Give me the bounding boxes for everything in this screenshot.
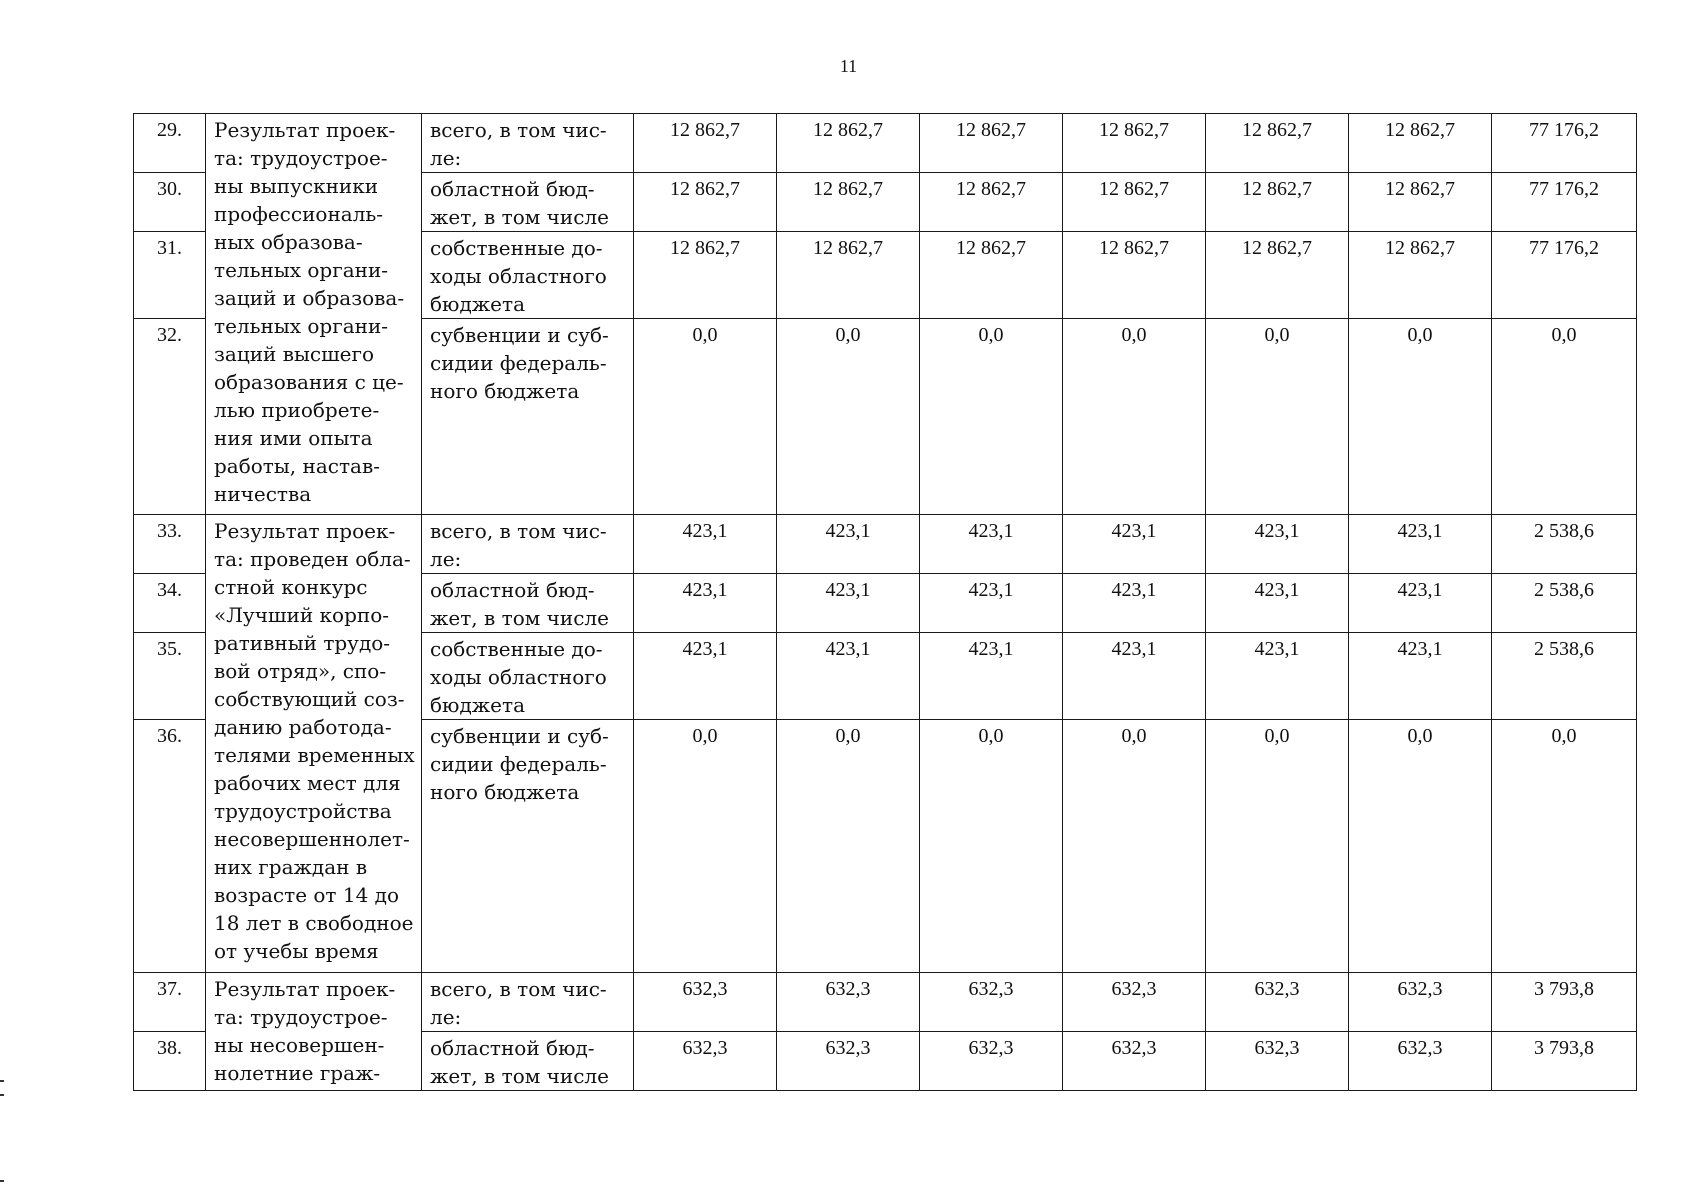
year-value: 632,3 bbox=[1063, 1032, 1206, 1091]
row-number: 29. bbox=[134, 114, 206, 173]
funding-source bbox=[422, 1032, 634, 1091]
funding-source-line: субвенции и суб- bbox=[430, 323, 609, 347]
total-value: 77 176,2 bbox=[1492, 173, 1637, 232]
year-value: 632,3 bbox=[777, 1032, 920, 1091]
funding-source bbox=[422, 232, 634, 319]
year-value: 12 862,7 bbox=[920, 114, 1063, 173]
total-value: 3 793,8 bbox=[1492, 1032, 1637, 1091]
funding-source-line: жет, в том числе bbox=[430, 606, 609, 630]
result-description bbox=[206, 515, 422, 973]
table-row bbox=[134, 114, 1637, 173]
year-value: 0,0 bbox=[920, 319, 1063, 515]
page-number: 11 bbox=[839, 56, 858, 76]
row-number: 37. bbox=[134, 973, 206, 1032]
year-value: 632,3 bbox=[920, 973, 1063, 1032]
funding-source bbox=[422, 720, 634, 973]
description-line: рабочих мест для bbox=[214, 771, 401, 795]
funding-source-line: ходы областного bbox=[430, 264, 607, 288]
year-value: 0,0 bbox=[634, 720, 777, 973]
margin-mark bbox=[0, 1080, 4, 1082]
funding-source-line: бюджета bbox=[430, 693, 525, 717]
year-value: 423,1 bbox=[1063, 633, 1206, 720]
year-value: 12 862,7 bbox=[1206, 114, 1349, 173]
total-value: 3 793,8 bbox=[1492, 973, 1637, 1032]
year-value: 632,3 bbox=[1206, 1032, 1349, 1091]
year-value: 423,1 bbox=[1349, 633, 1492, 720]
description-line: нолетние граж- bbox=[214, 1061, 381, 1085]
year-value: 0,0 bbox=[1063, 720, 1206, 973]
description-line: Результат проек- bbox=[214, 977, 396, 1001]
funding-source-line: всего, в том чис- bbox=[430, 977, 607, 1001]
year-value: 632,3 bbox=[1063, 973, 1206, 1032]
year-value: 423,1 bbox=[1206, 574, 1349, 633]
total-value: 2 538,6 bbox=[1492, 515, 1637, 574]
total-value: 77 176,2 bbox=[1492, 114, 1637, 173]
row-number: 38. bbox=[134, 1032, 206, 1091]
year-value: 0,0 bbox=[920, 720, 1063, 973]
year-value: 423,1 bbox=[777, 633, 920, 720]
year-value: 12 862,7 bbox=[1206, 232, 1349, 319]
year-value: 0,0 bbox=[1206, 720, 1349, 973]
year-value: 423,1 bbox=[634, 515, 777, 574]
table-row bbox=[134, 515, 1637, 574]
funding-source-line: бюджета bbox=[430, 292, 525, 316]
year-value: 423,1 bbox=[777, 515, 920, 574]
description-line: телями временных bbox=[214, 743, 415, 767]
description-line: ны несовершен- bbox=[214, 1033, 385, 1057]
year-value: 12 862,7 bbox=[1206, 173, 1349, 232]
description-line: профессиональ- bbox=[214, 202, 384, 226]
funding-source-line: жет, в том числе bbox=[430, 1064, 609, 1088]
year-value: 12 862,7 bbox=[920, 232, 1063, 319]
funding-source-line: ле: bbox=[430, 146, 462, 170]
funding-source bbox=[422, 973, 634, 1032]
row-number: 33. bbox=[134, 515, 206, 574]
description-line: ны выпускники bbox=[214, 174, 379, 198]
funding-source-line: ходы областного bbox=[430, 665, 607, 689]
description-line: Результат проек- bbox=[214, 118, 396, 142]
year-value: 12 862,7 bbox=[777, 173, 920, 232]
funding-source-line: собственные до- bbox=[430, 637, 603, 661]
year-value: 0,0 bbox=[1349, 319, 1492, 515]
description-line: заций высшего bbox=[214, 342, 375, 366]
funding-source-line: жет, в том числе bbox=[430, 205, 609, 229]
funding-source-line: ного бюджета bbox=[430, 379, 580, 403]
description-line: собствующий соз- bbox=[214, 687, 405, 711]
year-value: 0,0 bbox=[1063, 319, 1206, 515]
year-value: 12 862,7 bbox=[1349, 173, 1492, 232]
year-value: 423,1 bbox=[1349, 574, 1492, 633]
funding-source-line: всего, в том чис- bbox=[430, 118, 607, 142]
description-line: ративный трудо- bbox=[214, 631, 391, 655]
description-line: возрасте от 14 до bbox=[214, 883, 400, 907]
year-value: 12 862,7 bbox=[634, 173, 777, 232]
funding-source-line: ного бюджета bbox=[430, 780, 580, 804]
year-value: 0,0 bbox=[777, 720, 920, 973]
description-line: тельных органи- bbox=[214, 258, 389, 282]
year-value: 423,1 bbox=[1063, 574, 1206, 633]
description-line: от учебы время bbox=[214, 939, 379, 963]
funding-source bbox=[422, 173, 634, 232]
year-value: 12 862,7 bbox=[777, 232, 920, 319]
funding-source bbox=[422, 515, 634, 574]
description-line: стной конкурс bbox=[214, 575, 368, 599]
year-value: 423,1 bbox=[1206, 515, 1349, 574]
year-value: 423,1 bbox=[920, 515, 1063, 574]
description-line: «Лучший корпо- bbox=[214, 603, 389, 627]
description-line: тельных органи- bbox=[214, 314, 389, 338]
year-value: 12 862,7 bbox=[920, 173, 1063, 232]
year-value: 632,3 bbox=[777, 973, 920, 1032]
description-line: лью приобрете- bbox=[214, 398, 380, 422]
year-value: 12 862,7 bbox=[1063, 232, 1206, 319]
funding-source-line: областной бюд- bbox=[430, 578, 595, 602]
year-value: 12 862,7 bbox=[634, 232, 777, 319]
funding-source-line: ле: bbox=[430, 1005, 462, 1029]
row-number: 30. bbox=[134, 173, 206, 232]
year-value: 423,1 bbox=[634, 633, 777, 720]
funding-source-line: областной бюд- bbox=[430, 1036, 595, 1060]
total-value: 0,0 bbox=[1492, 319, 1637, 515]
description-line: ния ими опыта bbox=[214, 426, 373, 450]
year-value: 12 862,7 bbox=[1063, 173, 1206, 232]
year-value: 12 862,7 bbox=[1063, 114, 1206, 173]
total-value: 2 538,6 bbox=[1492, 633, 1637, 720]
year-value: 12 862,7 bbox=[1349, 232, 1492, 319]
year-value: 0,0 bbox=[634, 319, 777, 515]
year-value: 423,1 bbox=[1063, 515, 1206, 574]
year-value: 423,1 bbox=[634, 574, 777, 633]
row-number: 34. bbox=[134, 574, 206, 633]
funding-source-line: собственные до- bbox=[430, 236, 603, 260]
funding-source bbox=[422, 319, 634, 515]
year-value: 632,3 bbox=[1349, 973, 1492, 1032]
year-value: 632,3 bbox=[1206, 973, 1349, 1032]
funding-source-line: ле: bbox=[430, 547, 462, 571]
year-value: 423,1 bbox=[1206, 633, 1349, 720]
year-value: 0,0 bbox=[1206, 319, 1349, 515]
table-row bbox=[134, 973, 1637, 1032]
total-value: 0,0 bbox=[1492, 720, 1637, 973]
year-value: 632,3 bbox=[1349, 1032, 1492, 1091]
description-line: несовершеннолет- bbox=[214, 827, 410, 851]
description-line: трудоустройства bbox=[214, 799, 392, 823]
description-line: данию работода- bbox=[214, 715, 392, 739]
description-line: работы, настав- bbox=[214, 454, 380, 478]
total-value: 77 176,2 bbox=[1492, 232, 1637, 319]
result-description bbox=[206, 973, 422, 1091]
funding-source-line: субвенции и суб- bbox=[430, 724, 609, 748]
row-number: 36. bbox=[134, 720, 206, 973]
row-number: 35. bbox=[134, 633, 206, 720]
description-line: ничества bbox=[214, 482, 312, 506]
description-line: та: проведен обла- bbox=[214, 547, 411, 571]
year-value: 423,1 bbox=[777, 574, 920, 633]
funding-source-line: всего, в том чис- bbox=[430, 519, 607, 543]
year-value: 423,1 bbox=[920, 574, 1063, 633]
description-line: образования с це- bbox=[214, 370, 404, 394]
year-value: 12 862,7 bbox=[634, 114, 777, 173]
funding-source-line: областной бюд- bbox=[430, 177, 595, 201]
result-description bbox=[206, 114, 422, 515]
row-number: 31. bbox=[134, 232, 206, 319]
budget-table bbox=[133, 113, 1637, 1091]
description-line: та: трудоустрое- bbox=[214, 1005, 388, 1029]
description-line: Результат проек- bbox=[214, 519, 396, 543]
description-line: та: трудоустрое- bbox=[214, 146, 388, 170]
description-line: вой отряд», спо- bbox=[214, 659, 387, 683]
year-value: 12 862,7 bbox=[777, 114, 920, 173]
margin-mark bbox=[0, 1094, 4, 1096]
margin-mark bbox=[0, 1180, 4, 1182]
year-value: 0,0 bbox=[1349, 720, 1492, 973]
year-value: 632,3 bbox=[634, 1032, 777, 1091]
funding-source bbox=[422, 574, 634, 633]
funding-source-line: сидии федераль- bbox=[430, 752, 607, 776]
table-body bbox=[134, 114, 1637, 1091]
funding-source-line: сидии федераль- bbox=[430, 351, 607, 375]
description-line: них граждан в bbox=[214, 855, 368, 879]
funding-source bbox=[422, 114, 634, 173]
year-value: 632,3 bbox=[920, 1032, 1063, 1091]
description-line: ных образова- bbox=[214, 230, 363, 254]
year-value: 632,3 bbox=[634, 973, 777, 1032]
year-value: 12 862,7 bbox=[1349, 114, 1492, 173]
year-value: 423,1 bbox=[920, 633, 1063, 720]
total-value: 2 538,6 bbox=[1492, 574, 1637, 633]
funding-source bbox=[422, 633, 634, 720]
description-line: 18 лет в свободное bbox=[214, 911, 414, 935]
year-value: 0,0 bbox=[777, 319, 920, 515]
description-line: заций и образова- bbox=[214, 286, 405, 310]
year-value: 423,1 bbox=[1349, 515, 1492, 574]
row-number: 32. bbox=[134, 319, 206, 515]
